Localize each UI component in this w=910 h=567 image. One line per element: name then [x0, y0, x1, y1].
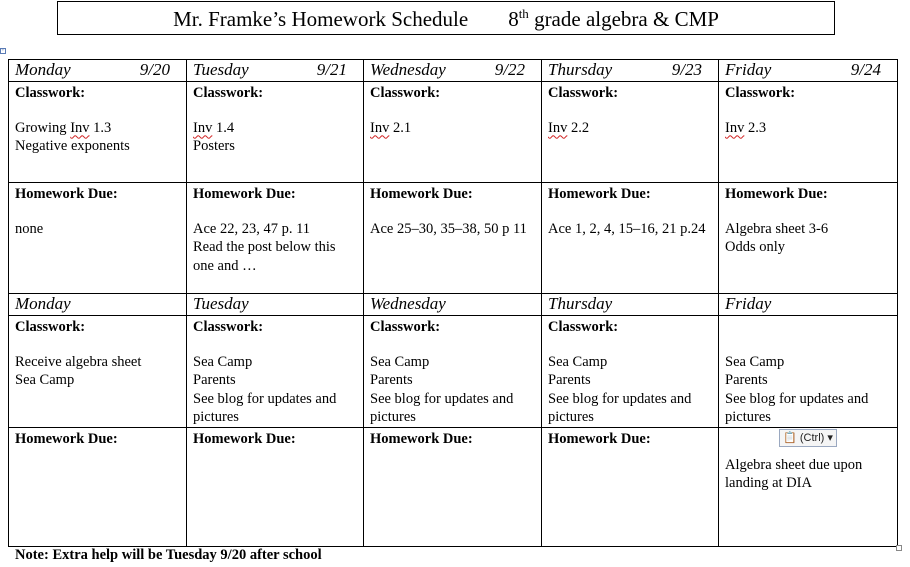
homework-label: Homework Due: [193, 186, 296, 202]
spelling-flag-word: Inv [548, 119, 568, 136]
classwork-text: 2.1 [389, 119, 412, 136]
classwork-line [15, 119, 180, 138]
week1-day-header [187, 60, 364, 82]
homework-label: Homework Due: [15, 186, 118, 202]
week1-day-header [9, 60, 187, 82]
week2-classwork-cell[interactable] [187, 316, 364, 428]
classwork-line [548, 119, 712, 138]
week1-homework-cell[interactable] [364, 183, 542, 294]
day-name: Wednesday [370, 60, 446, 79]
week2-classwork-cell[interactable] [542, 316, 719, 428]
week2-day-header: Thursday [542, 294, 719, 316]
week1-day-header-row [9, 60, 898, 82]
title-teacher: Mr. Framke’s Homework Schedule [173, 7, 469, 31]
week2-day-header: Monday [9, 294, 187, 316]
week2-day-header-row [9, 294, 898, 316]
classwork-label: Classwork: [370, 319, 441, 335]
classwork-line: Sea Camp [548, 353, 608, 370]
week2-homework-cell[interactable] [719, 427, 898, 546]
homework-line: Ace 22, 23, 47 p. 11 [193, 220, 311, 237]
paste-options-button[interactable]: 📋 (Ctrl) ▾ [779, 429, 837, 447]
classwork-line: See blog for updates and pictures [370, 390, 514, 425]
week2-homework-cell[interactable] [9, 427, 187, 546]
classwork-label: Classwork: [548, 319, 619, 335]
week2-homework-cell[interactable] [187, 427, 364, 546]
classwork-line: Sea Camp [725, 353, 785, 370]
week2-classwork-row [9, 316, 898, 428]
homework-schedule-table [8, 59, 898, 547]
homework-line: Algebra sheet due upon [725, 456, 863, 473]
week1-day-header [542, 60, 719, 82]
spelling-flag-word: Inv [70, 119, 90, 136]
classwork-line: See blog for updates and pictures [193, 390, 337, 425]
classwork-label: Classwork: [370, 85, 441, 101]
classwork-line: See blog for updates and pictures [548, 390, 692, 425]
week1-classwork-cell[interactable] [9, 82, 187, 183]
week2-homework-cell[interactable] [542, 427, 719, 546]
classwork-line: Parents [193, 372, 236, 388]
day-date: 9/24 [850, 60, 881, 79]
title-grade-suffix: th [518, 6, 529, 21]
homework-label: Homework Due: [370, 430, 473, 447]
classwork-line [370, 119, 535, 138]
classwork-text: 2.3 [744, 119, 767, 136]
week1-classwork-cell[interactable] [542, 82, 719, 183]
week1-classwork-cell[interactable] [364, 82, 542, 183]
paste-options-label: (Ctrl) [799, 431, 825, 444]
classwork-line: Parents [548, 372, 591, 388]
classwork-line: Sea Camp [15, 372, 75, 388]
classwork-label: Classwork: [193, 319, 264, 335]
title-grade-subject: grade algebra & CMP [528, 7, 719, 31]
classwork-line: Posters [193, 138, 235, 154]
week1-classwork-row [9, 82, 898, 183]
week1-homework-cell[interactable] [9, 183, 187, 294]
week2-classwork-cell[interactable] [364, 316, 542, 428]
homework-label: Homework Due: [725, 186, 828, 202]
homework-line: Algebra sheet 3-6 [725, 220, 829, 237]
title-grade-number: 8 [508, 7, 519, 31]
classwork-label: Classwork: [15, 319, 86, 335]
homework-label: Homework Due: [548, 186, 651, 202]
spelling-flag-word: Inv [370, 119, 390, 136]
table-move-handle-icon[interactable]: + [1, 48, 5, 54]
week2-homework-cell[interactable] [364, 427, 542, 546]
week1-homework-row [9, 183, 898, 294]
classwork-line [725, 119, 891, 138]
homework-label: Homework Due: [548, 430, 651, 447]
classwork-line: Negative exponents [15, 138, 130, 154]
homework-line: landing at DIA [725, 475, 812, 491]
day-name: Friday [725, 60, 772, 79]
classwork-line: See blog for updates and pictures [725, 390, 869, 425]
week1-homework-cell[interactable] [719, 183, 898, 294]
homework-label: Homework Due: [15, 430, 118, 447]
homework-line: Odds only [725, 239, 786, 255]
homework-label: Homework Due: [370, 186, 473, 202]
day-name: Monday [15, 60, 71, 79]
day-date: 9/23 [671, 60, 702, 79]
day-name: Tuesday [193, 60, 249, 79]
classwork-text: 1.3 [89, 119, 112, 136]
homework-line: none [15, 220, 44, 237]
classwork-label: Classwork: [15, 85, 86, 101]
table-resize-handle[interactable] [896, 545, 902, 551]
week1-classwork-cell[interactable] [719, 82, 898, 183]
classwork-label: Classwork: [725, 85, 796, 101]
week1-homework-cell[interactable] [542, 183, 719, 294]
classwork-line: Parents [725, 372, 768, 388]
day-date: 9/20 [139, 60, 170, 79]
classwork-label: Classwork: [548, 85, 619, 101]
homework-label: Homework Due: [193, 430, 296, 447]
classwork-label: Classwork: [193, 85, 264, 101]
classwork-line: Sea Camp [193, 353, 253, 370]
classwork-line: Receive algebra sheet [15, 353, 142, 370]
classwork-text: 2.2 [567, 119, 590, 136]
week1-day-header [719, 60, 898, 82]
classwork-line [193, 119, 357, 138]
spelling-flag-word: Inv [193, 119, 213, 136]
week1-day-header [364, 60, 542, 82]
homework-line: Read the post below this one and … [193, 239, 336, 274]
homework-line: Ace 25–30, 35–38, 50 p 11 [370, 220, 527, 237]
classwork-line: Sea Camp [370, 353, 430, 370]
classwork-text: 1.4 [212, 119, 235, 136]
homework-line: Ace 1, 2, 4, 15–16, 21 p.24 [548, 220, 706, 237]
footer-note: Note: Extra help will be Tuesday 9/20 after school [15, 547, 322, 563]
week1-classwork-cell[interactable] [187, 82, 364, 183]
week2-day-header: Friday [719, 294, 898, 316]
week2-classwork-cell[interactable] [719, 316, 898, 428]
schedule-title [57, 1, 835, 35]
week2-classwork-cell[interactable] [9, 316, 187, 428]
week1-homework-cell[interactable] [187, 183, 364, 294]
clipboard-icon: 📋 [783, 431, 797, 444]
spelling-flag-word: Inv [725, 119, 745, 136]
classwork-line: Parents [370, 372, 413, 388]
day-date: 9/21 [316, 60, 347, 79]
day-name: Thursday [548, 60, 613, 79]
classwork-text: Growing [15, 119, 71, 136]
week2-homework-row [9, 427, 898, 546]
day-date: 9/22 [494, 60, 525, 79]
week2-day-header: Wednesday [364, 294, 542, 316]
week2-day-header: Tuesday [187, 294, 364, 316]
